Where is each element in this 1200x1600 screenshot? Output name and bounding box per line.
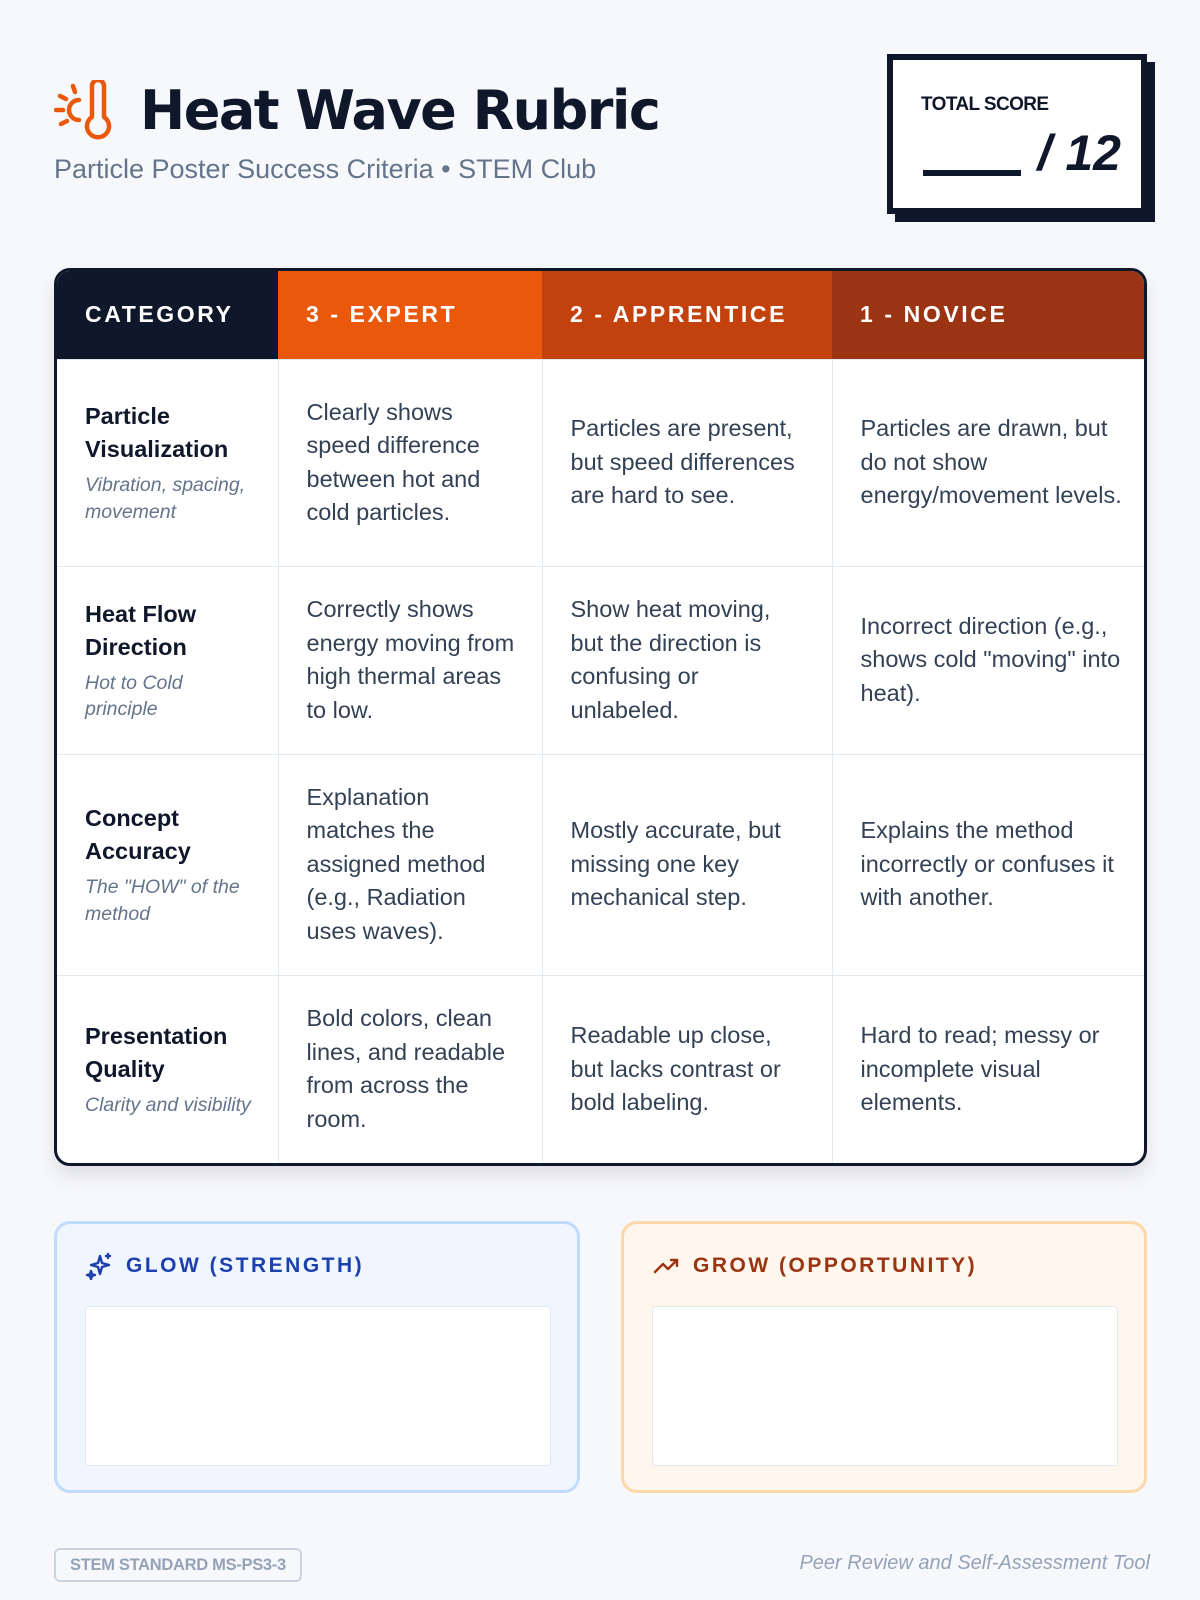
category-name: Concept Accuracy [85, 805, 191, 864]
expert-cell: Correctly shows energy moving from high thermal areas to low. [278, 566, 542, 754]
apprentice-cell: Particles are present, but speed differences are hard to see. [542, 359, 832, 566]
glow-panel-title: GLOW (STRENGTH) [126, 1254, 365, 1277]
category-cell [57, 359, 278, 566]
category-subtitle: Vibration, spacing, movement [85, 474, 246, 523]
trending-up-icon [652, 1252, 680, 1280]
novice-cell: Hard to read; messy or incomplete visual elements. [832, 975, 1144, 1163]
expert-cell: Bold colors, clean lines, and readable from across the room. [278, 975, 542, 1163]
novice-cell: Explains the method incorrectly or confuses it with another. [832, 754, 1144, 975]
page-subtitle: Particle Poster Success Criteria • STEM Club [54, 154, 597, 184]
category-cell [57, 754, 278, 975]
total-score-value: / 12 [1037, 125, 1121, 181]
table-row [57, 975, 1144, 1163]
category-name: Particle Visualization [85, 403, 229, 462]
grow-response-area[interactable] [652, 1306, 1118, 1466]
category-subtitle: Hot to Cold principle [85, 671, 183, 720]
category-name: Presentation Quality [85, 1023, 228, 1082]
category-subtitle: The "HOW" of the method [85, 876, 240, 925]
rubric-table [54, 268, 1147, 1166]
column-header-novice: 1 - NOVICE [832, 271, 1144, 359]
apprentice-cell: Show heat moving, but the direction is confusing or unlabeled. [542, 566, 832, 754]
total-score-label: TOTAL SCORE [921, 94, 1049, 115]
grow-panel-header [652, 1252, 977, 1280]
expert-cell: Clearly shows speed difference between hot and cold particles. [278, 359, 542, 566]
glow-panel [54, 1221, 580, 1493]
column-header-category: CATEGORY [57, 271, 278, 359]
grow-panel [621, 1221, 1147, 1493]
category-name: Heat Flow Direction [85, 600, 196, 660]
header [54, 78, 854, 198]
table-row [57, 359, 1144, 566]
apprentice-cell: Mostly accurate, but missing one key mechanical step. [542, 754, 832, 975]
novice-cell: Particles are drawn, but do not show energy/movement levels. [832, 359, 1144, 566]
category-subtitle: Clarity and visibility [85, 1094, 251, 1116]
category-cell [57, 975, 278, 1163]
column-header-expert: 3 - EXPERT [278, 271, 542, 359]
glow-panel-header [85, 1252, 364, 1280]
glow-response-area[interactable] [85, 1306, 551, 1466]
score-blank-line [923, 170, 1021, 176]
rubric-header-row [57, 271, 1144, 359]
table-row [57, 754, 1144, 975]
standard-badge: STEM STANDARD MS-PS3-3 [54, 1548, 302, 1582]
footer-note: Peer Review and Self-Assessment Tool [799, 1552, 1150, 1574]
table-row [57, 566, 1144, 754]
total-score-box [887, 54, 1147, 214]
title-row [54, 78, 854, 144]
thermometer-sun-icon [54, 80, 118, 142]
page-title: Heat Wave Rubric [140, 79, 660, 142]
grow-panel-title: GROW (OPPORTUNITY) [693, 1254, 978, 1277]
category-cell [57, 566, 278, 754]
sparkles-icon [85, 1252, 113, 1280]
novice-cell: Incorrect direction (e.g., shows cold "moving" into heat). [832, 566, 1144, 754]
column-header-apprentice: 2 - APPRENTICE [542, 271, 832, 359]
expert-cell: Explanation matches the assigned method (e.g., Radiation uses waves). [278, 754, 542, 975]
apprentice-cell: Readable up close, but lacks contrast or bold labeling. [542, 975, 832, 1163]
